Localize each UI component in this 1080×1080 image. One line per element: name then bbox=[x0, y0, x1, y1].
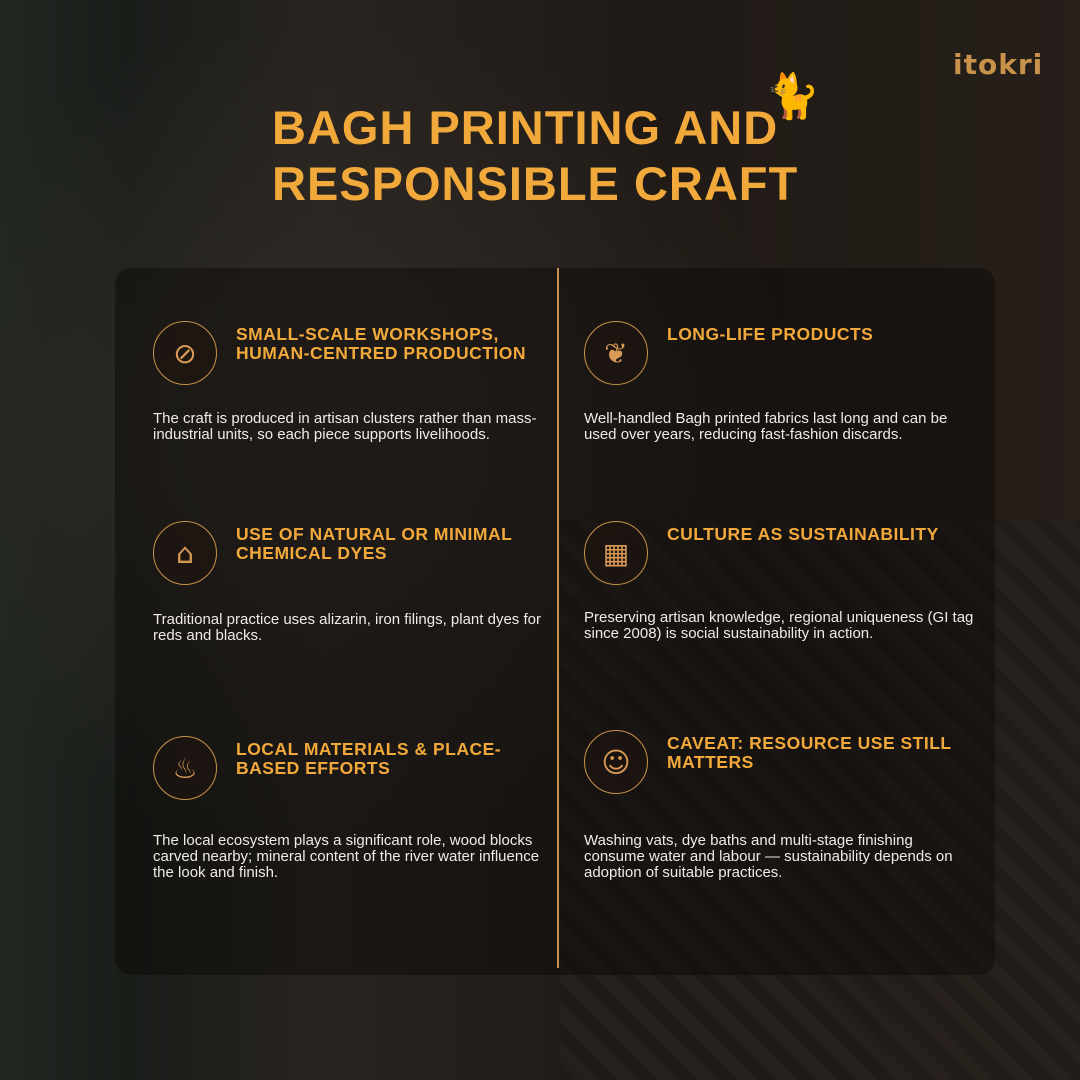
cat-illustration-icon: 🐈 bbox=[765, 71, 820, 122]
item-body: The local ecosystem plays a significant role, wood blocks carved nearby; mineral content of the river water influence the look and finish. bbox=[153, 832, 540, 881]
printed-fabric-icon: ▦ bbox=[584, 521, 648, 585]
item-heading: LONG-LIFE PRODUCTS bbox=[667, 324, 874, 344]
item-heading: CAVEAT: RESOURCE USE STILL MATTERS bbox=[667, 733, 952, 772]
item-heading: SMALL-SCALE WORKSHOPS, HUMAN-CENTRED PRODUCTION bbox=[236, 324, 527, 363]
natural-pigments-icon: ❦ bbox=[584, 321, 648, 385]
page-title bbox=[272, 100, 798, 212]
item-body: Traditional practice uses alizarin, iron filings, plant dyes for reds and blacks. bbox=[153, 611, 541, 644]
artisans-icon: ☺ bbox=[584, 730, 648, 794]
item-heading: LOCAL MATERIALS & PLACE-BASED EFFORTS bbox=[236, 739, 502, 778]
title-line-1: BAGH PRINTING AND bbox=[272, 101, 779, 154]
no-factory-icon: ⊘ bbox=[153, 321, 217, 385]
boiling-pot-icon: ♨ bbox=[153, 736, 217, 800]
item-body: Preserving artisan knowledge, regional uniqueness (GI tag since 2008) is social sustainability in action. bbox=[584, 609, 974, 642]
item-body: Well-handled Bagh printed fabrics last long and can be used over years, reducing fast-fashion discards. bbox=[584, 410, 948, 443]
item-heading: CULTURE AS SUSTAINABILITY bbox=[667, 524, 939, 544]
column-divider bbox=[557, 268, 559, 968]
dye-shop-icon: ⌂ bbox=[153, 521, 217, 585]
title-line-2: RESPONSIBLE CRAFT bbox=[272, 157, 799, 210]
item-heading: USE OF NATURAL OR MINIMAL CHEMICAL DYES bbox=[236, 524, 512, 563]
item-body: Washing vats, dye baths and multi-stage finishing consume water and labour — sustainability depends on adoption of suitable practices. bbox=[584, 832, 953, 881]
item-body: The craft is produced in artisan clusters rather than mass-industrial units, so each piece supports livelihoods. bbox=[153, 410, 537, 443]
brand-logo: itokri bbox=[953, 48, 1044, 81]
